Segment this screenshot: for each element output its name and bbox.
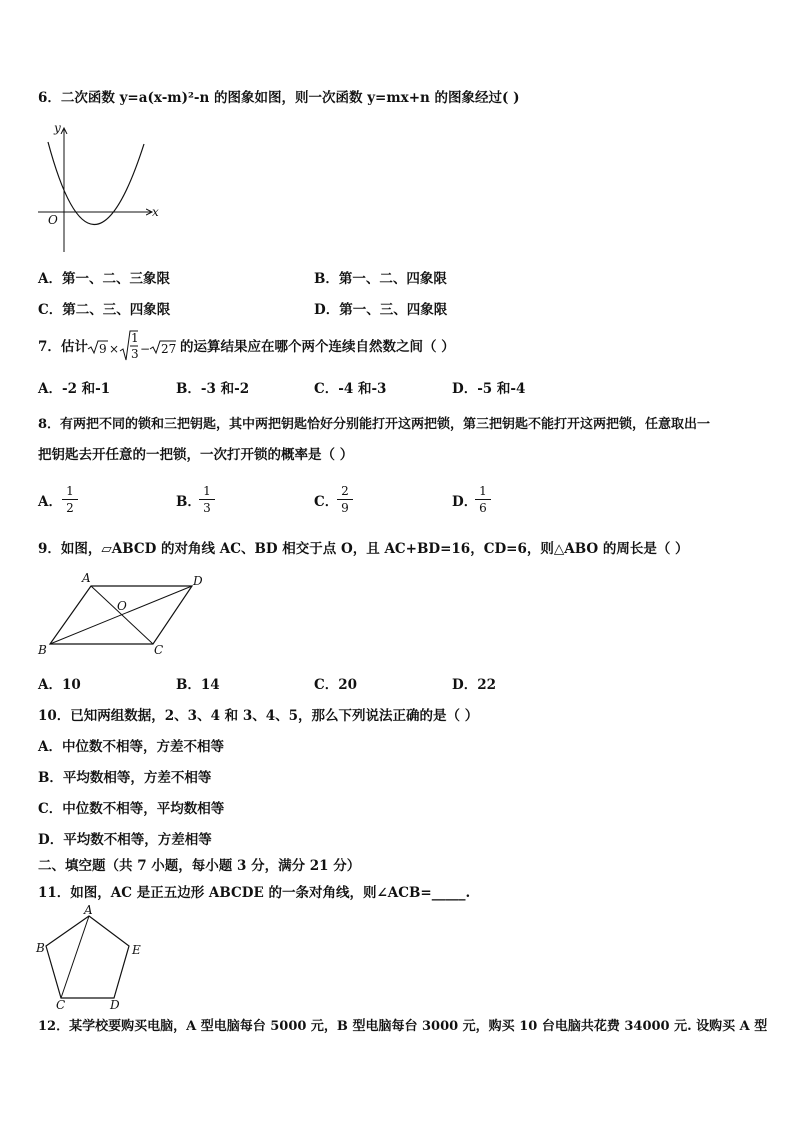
q7-option-b[interactable]: B．-3 和-2: [176, 381, 250, 397]
q12-stem: 12．某学校要购买电脑，A 型电脑每台 5000 元，B 型电脑每台 3000 元，购买 10 台电脑共花费 34000 元. 设购买 A 型: [38, 1019, 768, 1034]
q6-option-b[interactable]: B．第一、二、四象限: [314, 271, 447, 287]
q9-parallelogram-figure: [36, 570, 216, 660]
q8-option-a-label: A．: [38, 494, 62, 510]
q11-stem: 11．如图，AC 是正五边形 ABCDE 的一条对角线，则∠ACB=_____.: [38, 885, 471, 901]
pentagon-abcde: [46, 916, 129, 998]
q8-option-d-label: D．: [452, 494, 478, 510]
diagonal-bd: [50, 586, 192, 644]
root-9: 9: [99, 342, 107, 356]
section-2-heading: 二、填空题（共 7 小题，每小题 3 分，满分 21 分）: [38, 858, 361, 874]
q8-option-d-fraction: 1 6: [475, 484, 491, 515]
q6-option-c[interactable]: C．第二、三、四象限: [38, 302, 171, 318]
vertex-c-label: C: [154, 643, 164, 657]
vertex-a-label: A: [84, 903, 93, 917]
origin-label: O: [48, 213, 58, 227]
frac-num: 1: [131, 331, 139, 345]
vertex-b-label: B: [36, 941, 45, 955]
q9-option-d[interactable]: D．22: [452, 677, 496, 693]
q8-option-c-label: C．: [314, 494, 339, 510]
q10-stem: 10．已知两组数据，2、3、4 和 3、4、5，那么下列说法正确的是（ ）: [38, 708, 479, 724]
q6-option-d[interactable]: D．第一、三、四象限: [314, 302, 448, 318]
q6-stem: 6．二次函数 y=a(x-m)²-n 的图象如图，则一次函数 y=mx+n 的图象经过( ): [38, 90, 520, 106]
q8-option-a-fraction: 1 2: [62, 484, 78, 515]
q7-option-a[interactable]: A．-2 和-1: [38, 381, 111, 397]
q7-suffix: 的运算结果应在哪个两个连续自然数之间（ ）: [180, 339, 455, 355]
q10-option-a[interactable]: A．中位数不相等，方差不相等: [38, 739, 224, 755]
q7-expression: [86, 329, 186, 363]
vertex-a-label: A: [82, 571, 91, 585]
vertex-c-label: C: [56, 998, 66, 1012]
vertex-d-label: D: [110, 998, 120, 1012]
point-o-label: O: [117, 599, 127, 613]
vertex-b-label: B: [38, 643, 47, 657]
q8-stem-line2: 把钥匙去开任意的一把锁，一次打开锁的概率是（ ）: [38, 447, 354, 463]
minus-sign: −: [140, 342, 151, 356]
q10-option-c[interactable]: C．中位数不相等，平均数相等: [38, 801, 225, 817]
q10-option-d[interactable]: D．平均数不相等，方差相等: [38, 832, 212, 848]
vertex-d-label: D: [193, 574, 203, 588]
q8-option-c-fraction: 2 9: [337, 484, 353, 515]
q6-option-a[interactable]: A．第一、二、三象限: [38, 271, 170, 287]
q8-stem-line1: 8．有两把不同的锁和三把钥匙，其中两把钥匙恰好分别能打开这两把锁，第三把钥匙不能打开这两把锁，任意取出一: [38, 417, 711, 432]
q10-option-b[interactable]: B．平均数相等，方差不相等: [38, 770, 212, 786]
q6-parabola-graph: [34, 120, 174, 260]
q7-prefix: 7．估计: [38, 339, 88, 355]
q9-option-c[interactable]: C．20: [314, 677, 358, 693]
q7-option-d[interactable]: D．-5 和-4: [452, 381, 526, 397]
y-axis-label: y: [54, 121, 61, 135]
q8-option-b-fraction: 1 3: [199, 484, 215, 515]
x-axis-label: x: [152, 205, 159, 219]
q8-option-b-label: B．: [176, 494, 201, 510]
vertex-e-label: E: [132, 943, 141, 957]
q11-pentagon-figure: [34, 903, 154, 1012]
diagonal-ac: [61, 916, 89, 998]
q7-option-c[interactable]: C．-4 和-3: [314, 381, 387, 397]
times-sign: ×: [109, 342, 120, 356]
q9-option-a[interactable]: A．10: [38, 677, 81, 693]
frac-den: 3: [131, 347, 139, 361]
root-27: 27: [161, 342, 177, 356]
q9-stem: 9．如图，▱ABCD 的对角线 AC、BD 相交于点 O，且 AC+BD=16，CD=6，则△ABO 的周长是（ ）: [38, 541, 689, 557]
q9-option-b[interactable]: B．14: [176, 677, 220, 693]
